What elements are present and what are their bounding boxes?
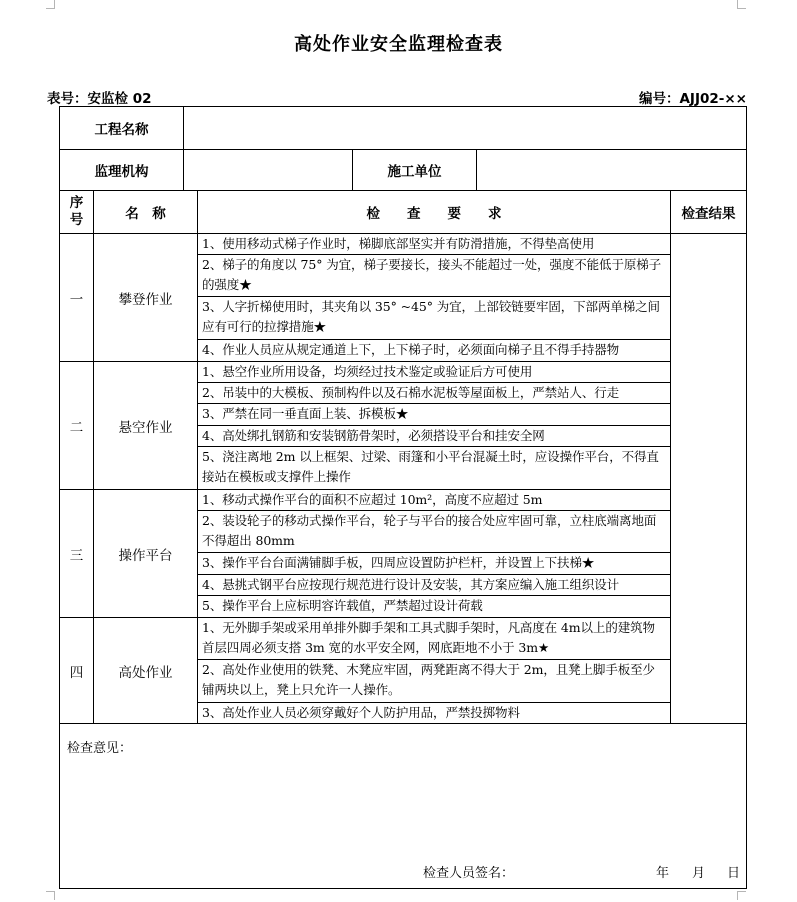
corner-mark — [737, 0, 746, 9]
check-item: 1、移动式操作平台的面积不应超过 10m²，高度不应超过 5m — [202, 492, 543, 507]
contractor-label: 施工单位 — [387, 164, 442, 180]
section-name: 悬空作业 — [118, 419, 173, 436]
check-item: 2、装设轮子的移动式操作平台，轮子与平台的接合处应牢固可靠，立柱底端离地面不得超出 80mm — [202, 513, 657, 548]
corner-mark — [46, 0, 55, 9]
col-header-seq: 序号 — [69, 195, 84, 228]
check-item: 2、吊装中的大模板、预制构件以及石棉水泥板等屋面板上，严禁站人、行走 — [202, 385, 620, 400]
check-item: 3、人字折梯使用时，其夹角以 35° ~45° 为宜，上部铰链要牢固，下部两单梯之间应有可行的拉撑措施★ — [202, 299, 660, 334]
check-item: 3、严禁在同一垂直面上装、拆模板★ — [202, 406, 409, 421]
corner-mark — [737, 891, 746, 900]
supervisor-field[interactable] — [184, 150, 352, 190]
corner-mark — [46, 891, 55, 900]
col-header-name: 名 称 — [125, 206, 166, 222]
check-item: 2、梯子的角度以 75° 为宜，梯子要接长，接头不能超过一处，强度不能低于原梯子的强度★ — [202, 257, 662, 292]
grid-line — [197, 190, 198, 723]
section-seq: 四 — [69, 664, 84, 681]
section-seq: 一 — [69, 291, 84, 308]
serial-number: 编号：AJJ02-×× — [638, 91, 747, 107]
check-item: 3、高处作业人员必须穿戴好个人防护用品，严禁投掷物料 — [202, 705, 520, 720]
check-item: 4、高处绑扎钢筋和安装钢筋骨架时，必须搭设平台和挂安全网 — [202, 428, 545, 443]
inspector-signature-label: 检查人员签名： — [423, 866, 515, 881]
contractor-field[interactable] — [477, 150, 746, 190]
check-item: 2、高处作业使用的铁凳、木凳应牢固，两凳距离不得大于 2m，且凳上脚手板至少铺两块以上，凳上只允许一人操作。 — [202, 662, 655, 697]
section-name: 攀登作业 — [118, 291, 173, 308]
check-result-field[interactable] — [671, 234, 746, 723]
date-day-label: 日 — [727, 866, 741, 881]
grid-line — [59, 723, 747, 724]
check-item: 1、使用移动式梯子作业时，梯脚底部坚实并有防滑措施，不得垫高使用 — [202, 236, 595, 251]
check-item: 5、浇注离地 2m 以上框架、过梁、雨篷和小平台混凝土时，应设操作平台，不得直接站在模板或支撑件上操作 — [202, 449, 659, 484]
check-item: 4、悬挑式钢平台应按现行规范进行设计及安装，其方案应编入施工组织设计 — [202, 577, 620, 592]
document-title: 高处作业安全监理检查表 — [294, 34, 503, 55]
date-month-label: 月 — [692, 866, 706, 881]
date-year-label: 年 — [656, 866, 670, 881]
remark-label: 检查意见： — [67, 741, 133, 756]
form-code: 表号：安监检 02 — [47, 91, 152, 107]
check-item: 1、悬空作业所用设备，均须经过技术鉴定或验证后方可使用 — [202, 364, 533, 379]
section-seq: 三 — [69, 547, 84, 564]
project-name-label: 工程名称 — [94, 122, 149, 138]
section-name: 操作平台 — [118, 547, 173, 564]
check-item: 3、操作平台台面满铺脚手板，四周应设置防护栏杆，并设置上下扶梯★ — [202, 555, 595, 570]
project-name-field[interactable] — [184, 107, 746, 149]
check-item: 4、作业人员应从规定通道上下，上下梯子时，必须面向梯子且不得手持器物 — [202, 342, 620, 357]
section-name: 高处作业 — [118, 664, 173, 681]
col-header-requirement: 检 查 要 求 — [366, 206, 502, 222]
check-item: 5、操作平台上应标明容许载值，严禁超过设计荷载 — [202, 598, 483, 613]
supervisor-label: 监理机构 — [94, 164, 149, 180]
check-item: 1、无外脚手架或采用单排外脚手架和工具式脚手架时，凡高度在 4m以上的建筑物首层四周必须支搭 3m 宽的水平安全网，网底距地不小于 3m★ — [202, 620, 655, 655]
col-header-result: 检查结果 — [681, 206, 736, 222]
section-seq: 二 — [69, 419, 84, 436]
remark-field[interactable] — [64, 758, 742, 853]
